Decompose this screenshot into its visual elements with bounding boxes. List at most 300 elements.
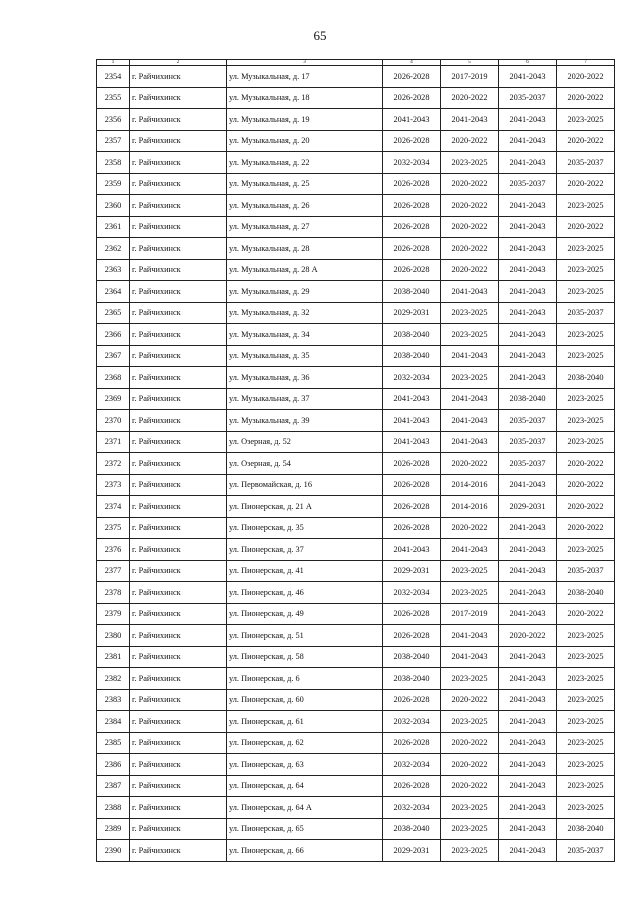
address-cell: ул. Озерная, д. 52 xyxy=(227,431,383,453)
city-cell: г. Райчихинск xyxy=(130,431,227,453)
table-row xyxy=(97,754,615,776)
city-cell: г. Райчихинск xyxy=(130,453,227,475)
address-cell: ул. Пионерская, д. 64 А xyxy=(227,797,383,819)
period-col6-cell: 2035-2037 xyxy=(499,87,557,109)
table-row xyxy=(97,388,615,410)
page-number: 65 xyxy=(313,28,327,43)
address-cell: ул. Пионерская, д. 63 xyxy=(227,754,383,776)
table-row xyxy=(97,603,615,625)
period-col4-cell: 2026-2028 xyxy=(383,259,441,281)
row-number: 2377 xyxy=(97,560,130,582)
period-col6-cell: 2041-2043 xyxy=(499,539,557,561)
period-col7-cell: 2023-2025 xyxy=(557,195,615,217)
period-col7-cell: 2023-2025 xyxy=(557,324,615,346)
period-col4-cell: 2026-2028 xyxy=(383,130,441,152)
period-col6-cell: 2041-2043 xyxy=(499,109,557,131)
period-col5-cell: 2041-2043 xyxy=(441,646,499,668)
period-col7-cell: 2038-2040 xyxy=(557,818,615,840)
table-row xyxy=(97,625,615,647)
period-col7-cell: 2035-2037 xyxy=(557,302,615,324)
period-col4-cell: 2032-2034 xyxy=(383,797,441,819)
table-row xyxy=(97,582,615,604)
period-col7-cell: 2020-2022 xyxy=(557,453,615,475)
period-col6-cell: 2035-2037 xyxy=(499,453,557,475)
table-row xyxy=(97,646,615,668)
row-number: 2358 xyxy=(97,152,130,174)
city-cell: г. Райчихинск xyxy=(130,324,227,346)
column-header: 5 xyxy=(441,60,499,66)
city-cell: г. Райчихинск xyxy=(130,345,227,367)
address-cell: ул. Пионерская, д. 21 А xyxy=(227,496,383,518)
table-row xyxy=(97,367,615,389)
city-cell: г. Райчихинск xyxy=(130,840,227,862)
row-number: 2384 xyxy=(97,711,130,733)
period-col4-cell: 2026-2028 xyxy=(383,474,441,496)
row-number: 2375 xyxy=(97,517,130,539)
city-cell: г. Райчихинск xyxy=(130,474,227,496)
period-col7-cell: 2035-2037 xyxy=(557,840,615,862)
period-col5-cell: 2020-2022 xyxy=(441,732,499,754)
address-cell: ул. Пионерская, д. 6 xyxy=(227,668,383,690)
row-number: 2354 xyxy=(97,66,130,88)
period-col5-cell: 2023-2025 xyxy=(441,302,499,324)
table-row xyxy=(97,668,615,690)
row-number: 2389 xyxy=(97,818,130,840)
city-cell: г. Райчихинск xyxy=(130,259,227,281)
period-col7-cell: 2023-2025 xyxy=(557,646,615,668)
period-col6-cell: 2041-2043 xyxy=(499,517,557,539)
city-cell: г. Райчихинск xyxy=(130,216,227,238)
address-cell: ул. Музыкальная, д. 28 А xyxy=(227,259,383,281)
period-col4-cell: 2041-2043 xyxy=(383,410,441,432)
period-col4-cell: 2038-2040 xyxy=(383,345,441,367)
period-col4-cell: 2026-2028 xyxy=(383,87,441,109)
city-cell: г. Райчихинск xyxy=(130,732,227,754)
row-number: 2366 xyxy=(97,324,130,346)
table-row xyxy=(97,66,615,88)
period-col7-cell: 2020-2022 xyxy=(557,517,615,539)
period-col7-cell: 2023-2025 xyxy=(557,259,615,281)
city-cell: г. Райчихинск xyxy=(130,517,227,539)
table-row xyxy=(97,259,615,281)
period-col7-cell: 2023-2025 xyxy=(557,431,615,453)
period-col6-cell: 2041-2043 xyxy=(499,302,557,324)
table-row xyxy=(97,840,615,862)
row-number: 2383 xyxy=(97,689,130,711)
period-col4-cell: 2029-2031 xyxy=(383,302,441,324)
period-col7-cell: 2023-2025 xyxy=(557,109,615,131)
period-col4-cell: 2026-2028 xyxy=(383,216,441,238)
address-cell: ул. Пионерская, д. 66 xyxy=(227,840,383,862)
row-number: 2359 xyxy=(97,173,130,195)
address-cell: ул. Музыкальная, д. 36 xyxy=(227,367,383,389)
period-col6-cell: 2041-2043 xyxy=(499,474,557,496)
period-col7-cell: 2023-2025 xyxy=(557,388,615,410)
table-row xyxy=(97,517,615,539)
period-col6-cell: 2041-2043 xyxy=(499,754,557,776)
row-number: 2355 xyxy=(97,87,130,109)
period-col5-cell: 2014-2016 xyxy=(441,474,499,496)
address-cell: ул. Первомайская, д. 16 xyxy=(227,474,383,496)
period-col7-cell: 2020-2022 xyxy=(557,603,615,625)
period-col5-cell: 2023-2025 xyxy=(441,152,499,174)
table-row xyxy=(97,238,615,260)
period-col7-cell: 2020-2022 xyxy=(557,87,615,109)
period-col4-cell: 2026-2028 xyxy=(383,689,441,711)
period-col6-cell: 2041-2043 xyxy=(499,216,557,238)
address-cell: ул. Пионерская, д. 49 xyxy=(227,603,383,625)
period-col6-cell: 2041-2043 xyxy=(499,668,557,690)
period-col4-cell: 2041-2043 xyxy=(383,388,441,410)
period-col4-cell: 2032-2034 xyxy=(383,367,441,389)
period-col6-cell: 2041-2043 xyxy=(499,775,557,797)
period-col7-cell: 2023-2025 xyxy=(557,668,615,690)
period-col5-cell: 2041-2043 xyxy=(441,345,499,367)
city-cell: г. Райчихинск xyxy=(130,560,227,582)
table-row xyxy=(97,453,615,475)
period-col7-cell: 2038-2040 xyxy=(557,367,615,389)
period-col7-cell: 2023-2025 xyxy=(557,345,615,367)
period-col5-cell: 2020-2022 xyxy=(441,259,499,281)
period-col7-cell: 2035-2037 xyxy=(557,152,615,174)
period-col5-cell: 2023-2025 xyxy=(441,324,499,346)
period-col4-cell: 2032-2034 xyxy=(383,754,441,776)
city-cell: г. Райчихинск xyxy=(130,66,227,88)
address-cell: ул. Пионерская, д. 46 xyxy=(227,582,383,604)
address-cell: ул. Музыкальная, д. 27 xyxy=(227,216,383,238)
period-col4-cell: 2041-2043 xyxy=(383,431,441,453)
row-number: 2367 xyxy=(97,345,130,367)
period-col6-cell: 2041-2043 xyxy=(499,238,557,260)
city-cell: г. Райчихинск xyxy=(130,689,227,711)
period-col4-cell: 2026-2028 xyxy=(383,238,441,260)
period-col6-cell: 2041-2043 xyxy=(499,732,557,754)
period-col6-cell: 2041-2043 xyxy=(499,646,557,668)
table-row xyxy=(97,560,615,582)
city-cell: г. Райчихинск xyxy=(130,195,227,217)
address-cell: ул. Музыкальная, д. 29 xyxy=(227,281,383,303)
period-col6-cell: 2041-2043 xyxy=(499,259,557,281)
period-col7-cell: 2020-2022 xyxy=(557,130,615,152)
period-col7-cell: 2020-2022 xyxy=(557,66,615,88)
address-cell: ул. Музыкальная, д. 22 xyxy=(227,152,383,174)
period-col4-cell: 2026-2028 xyxy=(383,775,441,797)
row-number: 2382 xyxy=(97,668,130,690)
city-cell: г. Райчихинск xyxy=(130,754,227,776)
period-col7-cell: 2023-2025 xyxy=(557,797,615,819)
period-col6-cell: 2041-2043 xyxy=(499,367,557,389)
table-row xyxy=(97,474,615,496)
period-col6-cell: 2041-2043 xyxy=(499,689,557,711)
city-cell: г. Райчихинск xyxy=(130,539,227,561)
period-col4-cell: 2038-2040 xyxy=(383,324,441,346)
period-col7-cell: 2023-2025 xyxy=(557,625,615,647)
address-cell: ул. Пионерская, д. 62 xyxy=(227,732,383,754)
period-col7-cell: 2020-2022 xyxy=(557,474,615,496)
city-cell: г. Райчихинск xyxy=(130,173,227,195)
table-row xyxy=(97,775,615,797)
period-col5-cell: 2041-2043 xyxy=(441,625,499,647)
address-cell: ул. Пионерская, д. 58 xyxy=(227,646,383,668)
table-row xyxy=(97,496,615,518)
period-col6-cell: 2041-2043 xyxy=(499,345,557,367)
period-col5-cell: 2023-2025 xyxy=(441,582,499,604)
table-row xyxy=(97,711,615,733)
period-col4-cell: 2026-2028 xyxy=(383,625,441,647)
period-col6-cell: 2041-2043 xyxy=(499,582,557,604)
period-col7-cell: 2023-2025 xyxy=(557,238,615,260)
period-col4-cell: 2026-2028 xyxy=(383,453,441,475)
address-cell: ул. Музыкальная, д. 20 xyxy=(227,130,383,152)
city-cell: г. Райчихинск xyxy=(130,109,227,131)
column-header: 2 xyxy=(130,60,227,66)
address-cell: ул. Музыкальная, д. 28 xyxy=(227,238,383,260)
city-cell: г. Райчихинск xyxy=(130,646,227,668)
period-col5-cell: 2023-2025 xyxy=(441,797,499,819)
period-col6-cell: 2041-2043 xyxy=(499,560,557,582)
period-col6-cell: 2035-2037 xyxy=(499,431,557,453)
row-number: 2373 xyxy=(97,474,130,496)
table-row xyxy=(97,109,615,131)
period-col6-cell: 2041-2043 xyxy=(499,797,557,819)
period-col6-cell: 2041-2043 xyxy=(499,152,557,174)
period-col5-cell: 2020-2022 xyxy=(441,130,499,152)
period-col4-cell: 2032-2034 xyxy=(383,152,441,174)
period-col4-cell: 2029-2031 xyxy=(383,560,441,582)
table-row xyxy=(97,818,615,840)
address-cell: ул. Музыкальная, д. 32 xyxy=(227,302,383,324)
address-cell: ул. Музыкальная, д. 37 xyxy=(227,388,383,410)
address-cell: ул. Музыкальная, д. 34 xyxy=(227,324,383,346)
period-col6-cell: 2041-2043 xyxy=(499,840,557,862)
period-col7-cell: 2023-2025 xyxy=(557,410,615,432)
address-cell: ул. Пионерская, д. 37 xyxy=(227,539,383,561)
row-number: 2379 xyxy=(97,603,130,625)
period-col4-cell: 2041-2043 xyxy=(383,539,441,561)
table-row xyxy=(97,152,615,174)
city-cell: г. Райчихинск xyxy=(130,496,227,518)
address-cell: ул. Пионерская, д. 65 xyxy=(227,818,383,840)
period-col4-cell: 2026-2028 xyxy=(383,517,441,539)
row-number: 2381 xyxy=(97,646,130,668)
row-number: 2380 xyxy=(97,625,130,647)
row-number: 2360 xyxy=(97,195,130,217)
table-row xyxy=(97,216,615,238)
period-col5-cell: 2041-2043 xyxy=(441,539,499,561)
period-col5-cell: 2041-2043 xyxy=(441,388,499,410)
period-col7-cell: 2023-2025 xyxy=(557,689,615,711)
period-col5-cell: 2020-2022 xyxy=(441,238,499,260)
address-cell: ул. Музыкальная, д. 18 xyxy=(227,87,383,109)
period-col6-cell: 2041-2043 xyxy=(499,66,557,88)
period-col4-cell: 2032-2034 xyxy=(383,711,441,733)
table-row xyxy=(97,195,615,217)
period-col7-cell: 2020-2022 xyxy=(557,216,615,238)
table-row xyxy=(97,302,615,324)
address-cell: ул. Пионерская, д. 35 xyxy=(227,517,383,539)
period-col4-cell: 2026-2028 xyxy=(383,603,441,625)
period-col4-cell: 2026-2028 xyxy=(383,66,441,88)
row-number: 2376 xyxy=(97,539,130,561)
period-col5-cell: 2023-2025 xyxy=(441,668,499,690)
address-cell: ул. Музыкальная, д. 26 xyxy=(227,195,383,217)
row-number: 2387 xyxy=(97,775,130,797)
row-number: 2371 xyxy=(97,431,130,453)
row-number: 2361 xyxy=(97,216,130,238)
period-col7-cell: 2020-2022 xyxy=(557,496,615,518)
period-col5-cell: 2020-2022 xyxy=(441,517,499,539)
period-col4-cell: 2038-2040 xyxy=(383,818,441,840)
row-number: 2390 xyxy=(97,840,130,862)
period-col4-cell: 2026-2028 xyxy=(383,195,441,217)
table-row xyxy=(97,431,615,453)
row-number: 2386 xyxy=(97,754,130,776)
address-cell: ул. Музыкальная, д. 25 xyxy=(227,173,383,195)
city-cell: г. Райчихинск xyxy=(130,410,227,432)
address-cell: ул. Пионерская, д. 64 xyxy=(227,775,383,797)
city-cell: г. Райчихинск xyxy=(130,388,227,410)
period-col5-cell: 2020-2022 xyxy=(441,216,499,238)
table-body xyxy=(97,66,615,862)
row-number: 2378 xyxy=(97,582,130,604)
row-number: 2356 xyxy=(97,109,130,131)
row-number: 2362 xyxy=(97,238,130,260)
city-cell: г. Райчихинск xyxy=(130,668,227,690)
housing-registry-table xyxy=(96,59,615,862)
address-cell: ул. Пионерская, д. 61 xyxy=(227,711,383,733)
period-col4-cell: 2026-2028 xyxy=(383,496,441,518)
city-cell: г. Райчихинск xyxy=(130,130,227,152)
period-col6-cell: 2041-2043 xyxy=(499,711,557,733)
period-col5-cell: 2020-2022 xyxy=(441,195,499,217)
table-row xyxy=(97,732,615,754)
city-cell: г. Райчихинск xyxy=(130,238,227,260)
period-col4-cell: 2026-2028 xyxy=(383,173,441,195)
period-col5-cell: 2020-2022 xyxy=(441,173,499,195)
city-cell: г. Райчихинск xyxy=(130,582,227,604)
city-cell: г. Райчихинск xyxy=(130,367,227,389)
period-col5-cell: 2020-2022 xyxy=(441,689,499,711)
period-col4-cell: 2038-2040 xyxy=(383,646,441,668)
city-cell: г. Райчихинск xyxy=(130,711,227,733)
period-col4-cell: 2026-2028 xyxy=(383,732,441,754)
period-col7-cell: 2035-2037 xyxy=(557,560,615,582)
row-number: 2357 xyxy=(97,130,130,152)
column-header: 1 xyxy=(97,60,130,66)
address-cell: ул. Озерная, д. 54 xyxy=(227,453,383,475)
period-col5-cell: 2020-2022 xyxy=(441,453,499,475)
city-cell: г. Райчихинск xyxy=(130,152,227,174)
table-row xyxy=(97,345,615,367)
period-col5-cell: 2041-2043 xyxy=(441,431,499,453)
period-col5-cell: 2041-2043 xyxy=(441,109,499,131)
period-col7-cell: 2023-2025 xyxy=(557,281,615,303)
row-number: 2365 xyxy=(97,302,130,324)
city-cell: г. Райчихинск xyxy=(130,603,227,625)
period-col7-cell: 2023-2025 xyxy=(557,754,615,776)
period-col5-cell: 2020-2022 xyxy=(441,775,499,797)
period-col4-cell: 2029-2031 xyxy=(383,840,441,862)
period-col5-cell: 2023-2025 xyxy=(441,560,499,582)
address-cell: ул. Музыкальная, д. 35 xyxy=(227,345,383,367)
address-cell: ул. Музыкальная, д. 17 xyxy=(227,66,383,88)
address-cell: ул. Пионерская, д. 51 xyxy=(227,625,383,647)
table-row xyxy=(97,130,615,152)
city-cell: г. Райчихинск xyxy=(130,818,227,840)
row-number: 2369 xyxy=(97,388,130,410)
period-col6-cell: 2020-2022 xyxy=(499,625,557,647)
period-col6-cell: 2038-2040 xyxy=(499,388,557,410)
city-cell: г. Райчихинск xyxy=(130,797,227,819)
period-col5-cell: 2023-2025 xyxy=(441,367,499,389)
period-col4-cell: 2041-2043 xyxy=(383,109,441,131)
period-col5-cell: 2017-2019 xyxy=(441,603,499,625)
city-cell: г. Райчихинск xyxy=(130,625,227,647)
period-col6-cell: 2041-2043 xyxy=(499,818,557,840)
period-col4-cell: 2038-2040 xyxy=(383,668,441,690)
row-number: 2368 xyxy=(97,367,130,389)
period-col7-cell: 2023-2025 xyxy=(557,711,615,733)
period-col5-cell: 2023-2025 xyxy=(441,840,499,862)
period-col6-cell: 2041-2043 xyxy=(499,603,557,625)
table-row xyxy=(97,689,615,711)
table-row xyxy=(97,173,615,195)
period-col6-cell: 2029-2031 xyxy=(499,496,557,518)
city-cell: г. Райчихинск xyxy=(130,281,227,303)
period-col5-cell: 2041-2043 xyxy=(441,410,499,432)
period-col6-cell: 2035-2037 xyxy=(499,410,557,432)
period-col7-cell: 2023-2025 xyxy=(557,732,615,754)
address-cell: ул. Пионерская, д. 60 xyxy=(227,689,383,711)
city-cell: г. Райчихинск xyxy=(130,775,227,797)
period-col6-cell: 2041-2043 xyxy=(499,281,557,303)
period-col4-cell: 2032-2034 xyxy=(383,582,441,604)
period-col4-cell: 2038-2040 xyxy=(383,281,441,303)
row-number: 2388 xyxy=(97,797,130,819)
address-cell: ул. Музыкальная, д. 39 xyxy=(227,410,383,432)
period-col7-cell: 2020-2022 xyxy=(557,173,615,195)
address-cell: ул. Пионерская, д. 41 xyxy=(227,560,383,582)
table-row xyxy=(97,410,615,432)
city-cell: г. Райчихинск xyxy=(130,87,227,109)
period-col6-cell: 2041-2043 xyxy=(499,130,557,152)
period-col5-cell: 2020-2022 xyxy=(441,87,499,109)
column-header: 4 xyxy=(383,60,441,66)
period-col7-cell: 2038-2040 xyxy=(557,582,615,604)
row-number: 2364 xyxy=(97,281,130,303)
table-row xyxy=(97,87,615,109)
period-col6-cell: 2035-2037 xyxy=(499,173,557,195)
table-row xyxy=(97,281,615,303)
table-row xyxy=(97,324,615,346)
period-col7-cell: 2023-2025 xyxy=(557,539,615,561)
period-col7-cell: 2023-2025 xyxy=(557,775,615,797)
period-col5-cell: 2023-2025 xyxy=(441,818,499,840)
table-row xyxy=(97,539,615,561)
period-col5-cell: 2014-2016 xyxy=(441,496,499,518)
address-cell: ул. Музыкальная, д. 19 xyxy=(227,109,383,131)
column-header: 3 xyxy=(227,60,383,66)
table-row xyxy=(97,797,615,819)
row-number: 2374 xyxy=(97,496,130,518)
row-number: 2372 xyxy=(97,453,130,475)
row-number: 2385 xyxy=(97,732,130,754)
period-col5-cell: 2020-2022 xyxy=(441,754,499,776)
row-number: 2363 xyxy=(97,259,130,281)
column-header: 7 xyxy=(557,60,615,66)
period-col5-cell: 2041-2043 xyxy=(441,281,499,303)
period-col5-cell: 2017-2019 xyxy=(441,66,499,88)
